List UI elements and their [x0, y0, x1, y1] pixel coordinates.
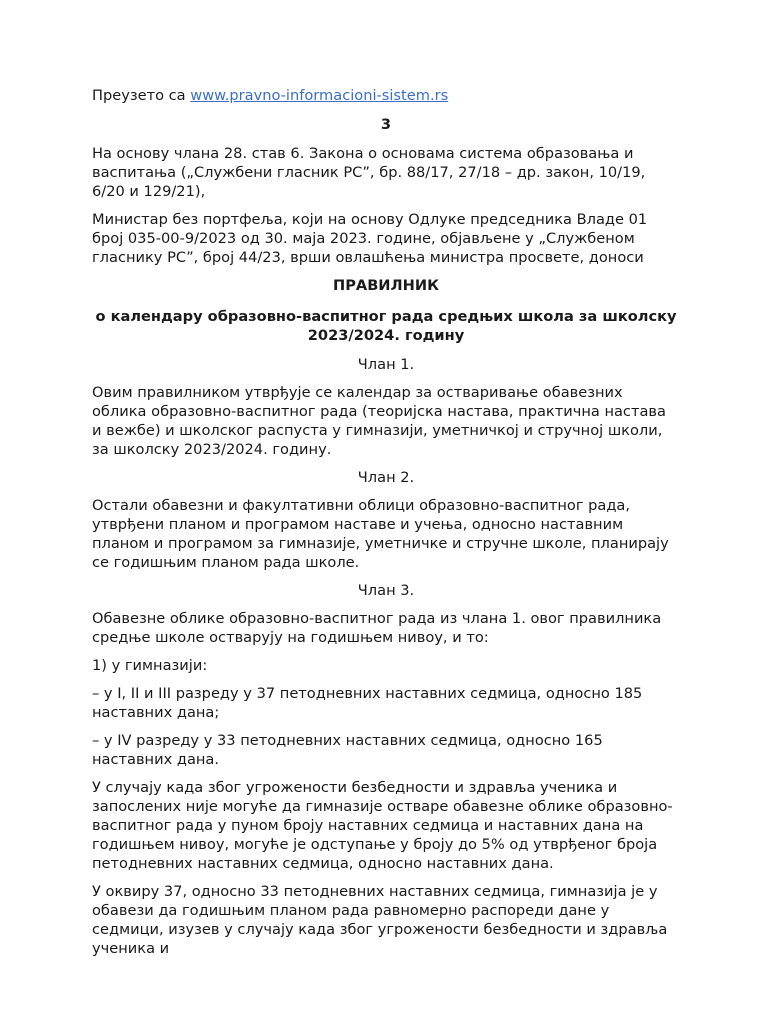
document-subtitle: о календару образовно-васпитног рада средњих школа за школску 2023/2024. годину [95, 308, 677, 344]
list-item: – у I, II и III разреду у 37 петодневних наставних седмица, односно 185 наставних дана; [92, 685, 643, 721]
article-heading: Члан 3. [357, 582, 415, 599]
source-prefix: Преузето са [92, 87, 191, 104]
preamble-legal-basis: На основу члана 28. став 6. Закона о основама система образовања и васпитања („Службени гласник РС”, бр. 88/17, 27/18 – др. закон, 10/19, 6/20 и 129/21), [92, 145, 646, 200]
list-item: 1) у гимназији: [92, 657, 208, 674]
source-line [92, 86, 680, 105]
list-item: – у IV разреду у 33 петодневних наставних седмица, односно 165 наставних дана. [92, 732, 603, 768]
document-mark: 3 [380, 116, 392, 133]
article-paragraph: У оквиру 37, односно 33 петодневних наставних седмица, гимназија је у обавези да годишњим планом рада равномерно распореди дане у седмици, изузев у случају када због угрожености безбедности и здравља ученика и [92, 883, 668, 957]
source-link[interactable]: www.pravno-informacioni-sistem.rs [190, 87, 449, 104]
article-heading: Члан 2. [357, 469, 415, 486]
article-paragraph: Обавезне облике образовно-васпитног рада из члана 1. овог правилника средње школе остварују на годишњем нивоу, и то: [92, 610, 662, 646]
article-paragraph: Овим правилником утврђује се календар за остваривање обавезних облика образовно-васпитног рада (теоријска настава, практична настава и вежбе) и школског распуста у гимназији, уметничкој и стручној школи, за школску 2023/2024. годину. [92, 384, 666, 458]
document-title: ПРАВИЛНИК [332, 277, 440, 294]
article-heading: Члан 1. [357, 356, 415, 373]
preamble-minister: Министар без портфеља, који на основу Одлуке председника Владе 01 број 035-00-9/2023 од 30. маја 2023. године, објављене у „Службеном гласнику РС”, број 44/23, врши овлашћења министра просвете, доноси [92, 211, 648, 266]
document-page [92, 86, 680, 967]
article-paragraph: Остали обавезни и факултативни облици образовно-васпитног рада, утврђени планом и програмом наставе и учења, односно наставним планом и програмом за гимназије, уметничке и стручне школе, планирају се годишњим планом рада школе. [92, 497, 669, 571]
article-paragraph: У случају када због угрожености безбедности и здравља ученика и запослених није могуће да гимназије остваре обавезне облике образовно-васпитног рада у пуном броју наставних седмица и наставних дана на годишњем нивоу, могуће је одступање у броју до 5% од утврђеног броја петодневних наставних седмица, односно наставних дана. [92, 779, 673, 872]
